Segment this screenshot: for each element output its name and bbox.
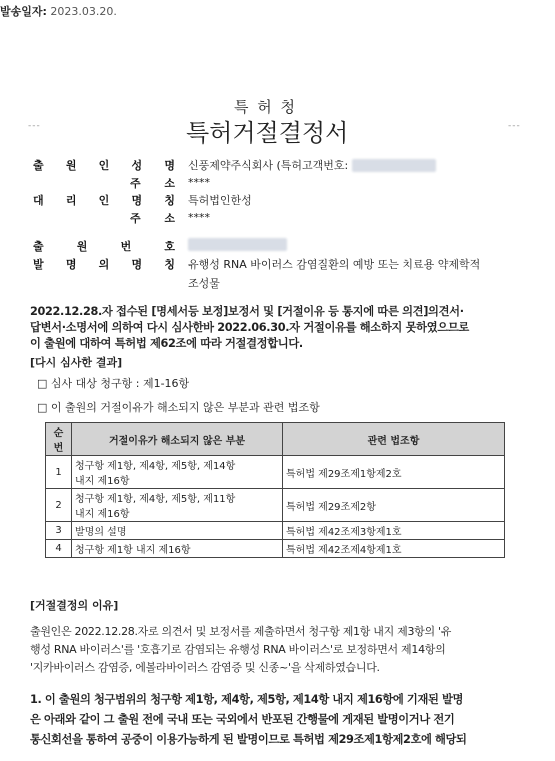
table-header-row xyxy=(46,423,505,456)
agent-label: 대 리 인 명 칭 xyxy=(33,194,175,207)
application-number-label: 출 원 번 호 xyxy=(33,240,175,253)
applicant-address-label: 주 소 xyxy=(130,177,175,190)
reexam-heading: [다시 심사한 결과] xyxy=(30,356,123,369)
reason-para1-line2: 행성 RNA 바이러스'를 '호흡기로 감염되는 유행성 RNA 바이러스'로 보정하면서 제14항의 xyxy=(30,643,446,656)
agent-address-label: 주 소 xyxy=(130,212,175,225)
invention-title-line1: 유행성 RNA 바이러스 감염질환의 예방 또는 치료용 약제학적 xyxy=(188,258,481,271)
row-part-line2: 내지 제16항 xyxy=(75,509,130,520)
table-row xyxy=(46,522,505,540)
row-part: 발명의 설명 xyxy=(72,522,283,540)
row-law: 특허법 제42조제3항제1호 xyxy=(283,522,505,540)
invention-title-label: 발 명 의 명 칭 xyxy=(33,258,175,271)
row-number: 2 xyxy=(46,489,72,522)
row-number: 1 xyxy=(46,456,72,489)
reasons-heading: [거절결정의 이유] xyxy=(30,599,119,612)
header-dashes-left: --- xyxy=(28,121,41,131)
col-header-number: 순번 xyxy=(46,423,72,456)
customer-number xyxy=(352,159,436,172)
decision-line1: 2022.12.28.자 접수된 [명세서등 보정]보정서 및 [거절이유 등 통지에 따른 의견]의견서· xyxy=(30,305,464,318)
row-number: 3 xyxy=(46,522,72,540)
row-part-line1: 청구항 제1항, 제4항, 제5항, 제14항 xyxy=(75,461,236,472)
header-dashes-right: --- xyxy=(508,121,521,131)
claims-under-review: □ 심사 대상 청구항 : 제1-16항 xyxy=(37,377,190,390)
col-header-law: 관련 법조항 xyxy=(283,423,505,456)
row-part-line2: 내지 제16항 xyxy=(75,476,130,487)
reason-para1-line1: 출원인은 2022.12.28.자로 의견서 및 보정서를 제출하면서 청구항 제1항 내지 제3항의 '유 xyxy=(30,625,452,638)
applicant-address: **** xyxy=(188,176,210,189)
row-part-line1: 청구항 제1항, 제4항, 제5항, 제11항 xyxy=(75,494,236,505)
applicant-name-text: 신풍제약주식회사 (특허고객번호: xyxy=(188,159,349,172)
reason-para2-line1: 1. 이 출원의 청구범위의 청구항 제1항, 제4항, 제5항, 제14항 내지 제16항에 기재된 발명 xyxy=(30,693,464,706)
row-law: 특허법 제42조제4항제1호 xyxy=(283,540,505,558)
office-name: 특 허 청 xyxy=(234,98,298,116)
reason-para2-line3: 통신회선을 통하여 공중이 이용가능하게 된 발명이므로 특허법 제29조제1항제2호에 해당되 xyxy=(30,733,467,746)
table-row xyxy=(46,456,505,489)
issue-date-value: 2023.03.20. xyxy=(50,5,117,18)
agent-address: **** xyxy=(188,211,210,224)
applicant-label: 출 원 인 성 명 xyxy=(33,159,175,172)
col-header-part: 거절이유가 해소되지 않은 부분 xyxy=(72,423,283,456)
unresolved-reasons-table xyxy=(45,422,505,558)
reason-para2-line2: 은 아래와 같이 그 출원 전에 국내 또는 국외에서 반포된 간행물에 게재된 발명이거나 전기 xyxy=(30,713,455,726)
unresolved-parts-label: □ 이 출원의 거절이유가 해소되지 않은 부분과 관련 법조항 xyxy=(37,401,320,414)
row-part xyxy=(72,456,283,489)
issue-date-label: 발송일자: xyxy=(0,5,47,18)
row-law: 특허법 제29조제1항제2호 xyxy=(283,456,505,489)
agent-name: 특허법인한성 xyxy=(188,194,252,207)
row-number: 4 xyxy=(46,540,72,558)
table-row xyxy=(46,540,505,558)
decision-line2: 답변서·소명서에 의하여 다시 심사한바 2022.06.30.자 거절이유를 해소하지 못하였으므로 xyxy=(30,321,469,334)
row-part: 청구항 제1항 내지 제16항 xyxy=(72,540,283,558)
applicant-name xyxy=(188,157,436,173)
issue-date xyxy=(0,3,117,19)
reason-para1-line3: '지카바이러스 감염증, 에볼라바이러스 감염증 및 신종~'을 삭제하였습니다. xyxy=(30,661,380,674)
application-number xyxy=(188,238,287,251)
decision-line3: 이 출원에 대하여 특허법 제62조에 따라 거절결정합니다. xyxy=(30,337,303,350)
row-part xyxy=(72,489,283,522)
invention-title-line2: 조성물 xyxy=(188,277,220,290)
row-law: 특허법 제29조제2항 xyxy=(283,489,505,522)
document-title: 특허거절결정서 xyxy=(186,119,349,147)
table-row xyxy=(46,489,505,522)
